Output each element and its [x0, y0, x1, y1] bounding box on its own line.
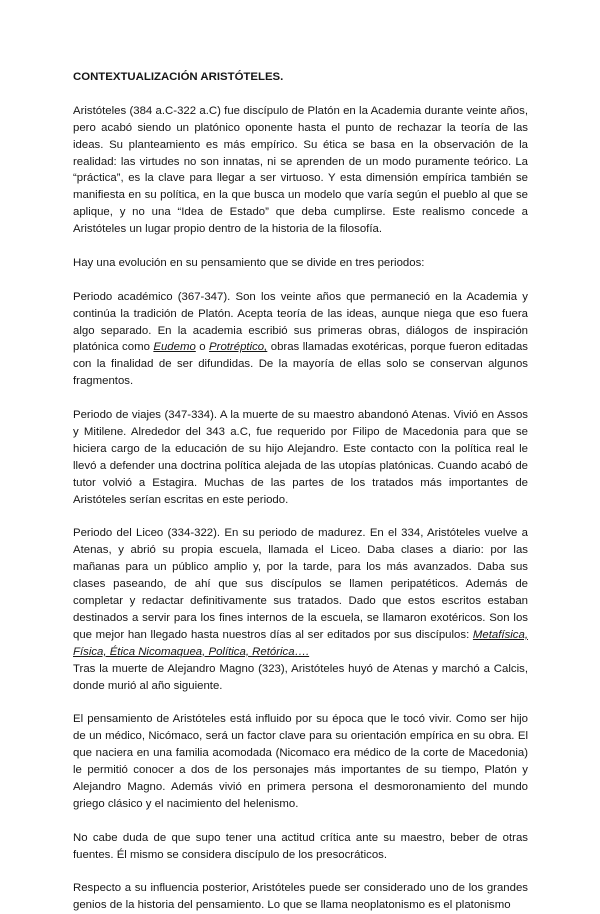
- travels-period-paragraph: Periodo de viajes (347-334). A la muerte de su maestro abandonó Atenas. Vivió en Assos y Mitilene. Alrededor del 343 a.C, fue requerido por Filipo de Macedonia para que se hiciera cargo de la educación de su hijo Alejandro. Este contacto con la política real le llevó a defender una doctrina política alejada de las utopías platónicas. Cuando acabó de tutor volvió a Estagira. Muchas de las partes de los tratados más importantes de Aristóteles serían escritas en este periodo.: [73, 409, 528, 506]
- lyceum-period-text: Periodo del Liceo (334-322). En su periodo de madurez. En el 334, Aristóteles vuelve a Atenas, y abrió su propia escuela, llamada el Liceo. Daba clases a diario: por las mañanas para un público amplio y, por la tarde, para los más avanzados. Daba sus clases paseando, de ahí que sus discípulos se llamen peripatéticos. Además de completar y redactar definitivamente sus tratados. Dado que estos escritos estaban destinados a servir para los fines internos de la escuela, se llamaron exotéricos. Son los que mejor han llegado hasta nuestros días al ser editados por sus discípulos:: [73, 527, 528, 641]
- later-influence-paragraph: Respecto a su influencia posterior, Aristóteles puede ser considerado uno de los grandes genios de la historia del pensamiento. Lo que se llama neoplatonismo es el platonismo: [73, 882, 528, 912]
- document-title: CONTEXTUALIZACIÓN ARISTÓTELES.: [73, 71, 284, 83]
- academic-period-text: Periodo académico (367-347). Son los veinte años que permaneció en la Academia y continúa la tradición de Platón. Acepta teoría de las ideas, aunque niega que eso fuera algo separado. En la academia escribió sus primeras obras, diálogos de inspiración platónica como: [73, 290, 528, 354]
- death-paragraph: Tras la muerte de Alejandro Magno (323), Aristóteles huyó de Atenas y marchó a Calcis, donde murió al año siguiente.: [73, 662, 528, 692]
- lyceum-period-paragraph: [73, 525, 528, 660]
- critical-attitude-paragraph: No cabe duda de que supo tener una actitud crítica ante su maestro, beber de otras fuentes. Él mismo se considera discípulo de los presocráticos.: [73, 831, 528, 861]
- influences-paragraph: El pensamiento de Aristóteles está influido por su época que le tocó vivir. Como ser hijo de un médico, Nicómaco, será un factor clave para su orientación empírica en su obra. El que naciera en una familia acomodada (Nicomaco era médico de la corte de Macedonia) le permitió conocer a dos de los personajes más importantes de su tiempo, Platón y Alejandro Magno. Además vivió en primera persona el desmoronamiento del mundo griego clásico y el nacimiento del helenismo.: [73, 713, 528, 810]
- intro-paragraph: Aristóteles (384 a.C-322 a.C) fue discípulo de Platón en la Academia durante veinte años, pero acabó siendo un platónico oponente hasta el punto de rechazar la teoría de las ideas. Su planteamiento es más empírico. Su ética se basa en la observación de la realidad: las virtudes no son innatas, ni se aprenden de un modo puramente teórico. La “práctica”, es la clave para llegar a ser virtuoso. Y esta dimensión empírica también se manifiesta en su política, en la que busca un modelo que varía según el pueblo al que se aplique, y no una “Idea de Estado” que deba cumplirse. Este realismo concede a Aristóteles un lugar propio dentro de la historia de la filosofía.: [73, 104, 528, 236]
- work-title-protreptico: Protréptico,: [209, 341, 268, 354]
- academic-period-text-end: obras llamadas exotéricas, porque fueron editadas con la finalidad de ser difundidas. De la mayoría de ellas solo se conservan algunos fragmentos.: [73, 341, 528, 388]
- work-title-eudemo: Eudemo: [153, 341, 196, 354]
- work-titles-list: Metafísica, Física, Ética Nicomaquea, Política, Retórica….: [73, 628, 528, 658]
- academic-period-paragraph: [73, 289, 528, 390]
- periods-intro-paragraph: Hay una evolución en su pensamiento que se divide en tres periodos:: [73, 256, 425, 269]
- connector-text: o: [195, 341, 210, 354]
